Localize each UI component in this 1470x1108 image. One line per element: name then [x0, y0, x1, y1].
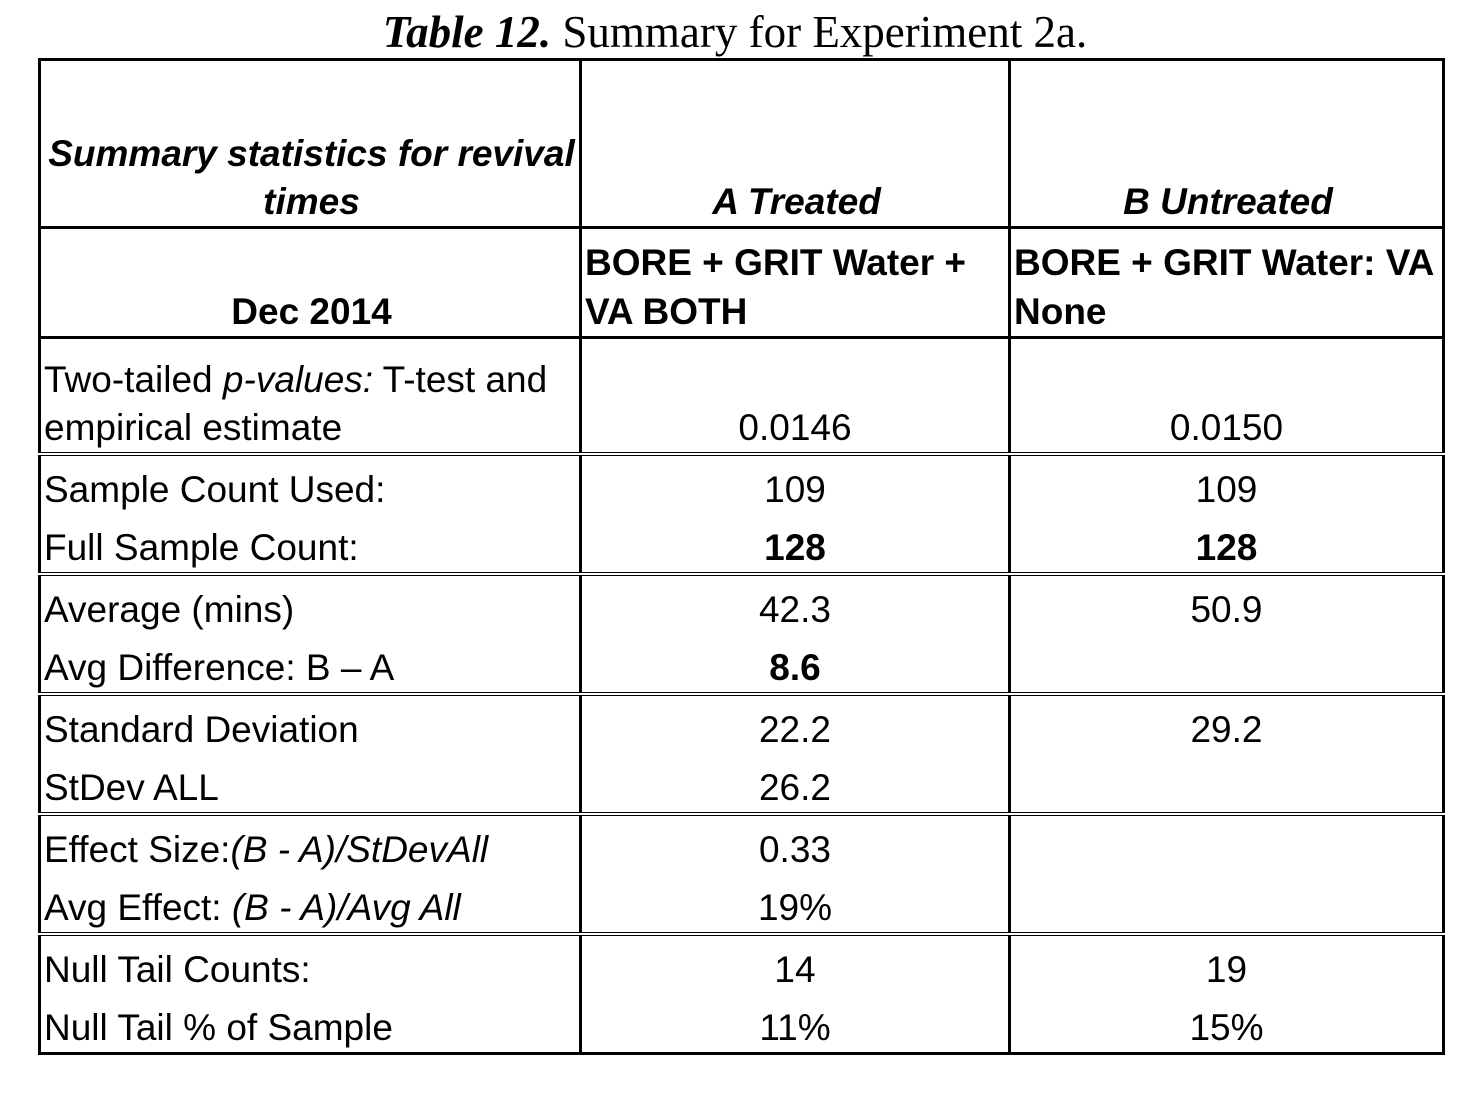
value-b: 109 — [1010, 454, 1444, 514]
table-row-avg-difference — [40, 634, 1444, 694]
table-row-pvalues — [40, 338, 1444, 454]
label-italic-text: (B - A)/StDevAll — [230, 828, 489, 870]
row-label: StDev ALL — [40, 754, 581, 814]
value-b — [1010, 634, 1444, 694]
row-label — [40, 338, 581, 454]
row-label: Null Tail % of Sample — [44, 1007, 393, 1048]
value-a: 0.33 — [581, 814, 1010, 874]
value-a: 26.2 — [581, 754, 1010, 814]
col-a-header: A Treated — [581, 60, 1010, 228]
header-row — [40, 60, 1444, 228]
table-row-full-sample — [40, 514, 1444, 574]
label-text: T-test and empirical estimate — [44, 358, 548, 448]
row-label: Full Sample Count: — [40, 514, 581, 574]
stats-header: Summary statistics for revival times — [48, 133, 575, 222]
table-row-null-tail-pct — [40, 994, 1444, 1054]
row-label: Null Tail Counts: — [44, 948, 311, 990]
subheader-row — [40, 228, 1444, 338]
value-a: 128 — [581, 514, 1010, 574]
label-italic-text: (B - A)/Avg All — [231, 886, 461, 928]
col-b-header: B Untreated — [1010, 60, 1444, 228]
value-b — [1010, 814, 1444, 874]
date-label: Dec 2014 — [231, 291, 392, 332]
row-label: Standard Deviation — [44, 708, 359, 750]
table-caption — [0, 6, 1470, 58]
value-a: 11% — [581, 994, 1010, 1054]
row-label: Average (mins) — [44, 588, 295, 630]
summary-table — [38, 58, 1445, 1055]
value-b: 19 — [1010, 934, 1444, 994]
table-row-average — [40, 574, 1444, 634]
caption-text: Summary for Experiment 2a. — [551, 7, 1088, 57]
value-a: 22.2 — [581, 694, 1010, 754]
value-a: 42.3 — [581, 574, 1010, 634]
value-b: 15% — [1010, 994, 1444, 1054]
row-label: Avg Difference: B – A — [40, 634, 581, 694]
value-a: 0.0146 — [581, 338, 1010, 454]
caption-label: Table 12. — [382, 7, 552, 57]
label-text: Two-tailed — [44, 358, 223, 400]
row-label — [40, 814, 581, 874]
table-row-stdev-all — [40, 754, 1444, 814]
value-b: 0.0150 — [1010, 338, 1444, 454]
value-b: 128 — [1010, 514, 1444, 574]
table-row-sample-used — [40, 454, 1444, 514]
value-a: 14 — [581, 934, 1010, 994]
table-row-avg-effect — [40, 874, 1444, 934]
label-italic-text: p-values: — [222, 358, 374, 400]
value-a: 109 — [581, 454, 1010, 514]
col-a-condition: BORE + GRIT Water + VA BOTH — [581, 228, 1010, 338]
table-row-null-tail-counts — [40, 934, 1444, 994]
label-text: Effect Size: — [44, 828, 231, 870]
value-b — [1010, 874, 1444, 934]
value-b: 50.9 — [1010, 574, 1444, 634]
col-b-condition: BORE + GRIT Water: VA None — [1010, 228, 1444, 338]
value-a: 8.6 — [581, 634, 1010, 694]
value-b: 29.2 — [1010, 694, 1444, 754]
table-row-effect-size — [40, 814, 1444, 874]
value-a: 19% — [581, 874, 1010, 934]
table-row-std-dev — [40, 694, 1444, 754]
row-label: Sample Count Used: — [44, 468, 386, 510]
row-label — [40, 874, 581, 934]
label-text: Avg Effect: — [44, 886, 232, 928]
value-b — [1010, 754, 1444, 814]
